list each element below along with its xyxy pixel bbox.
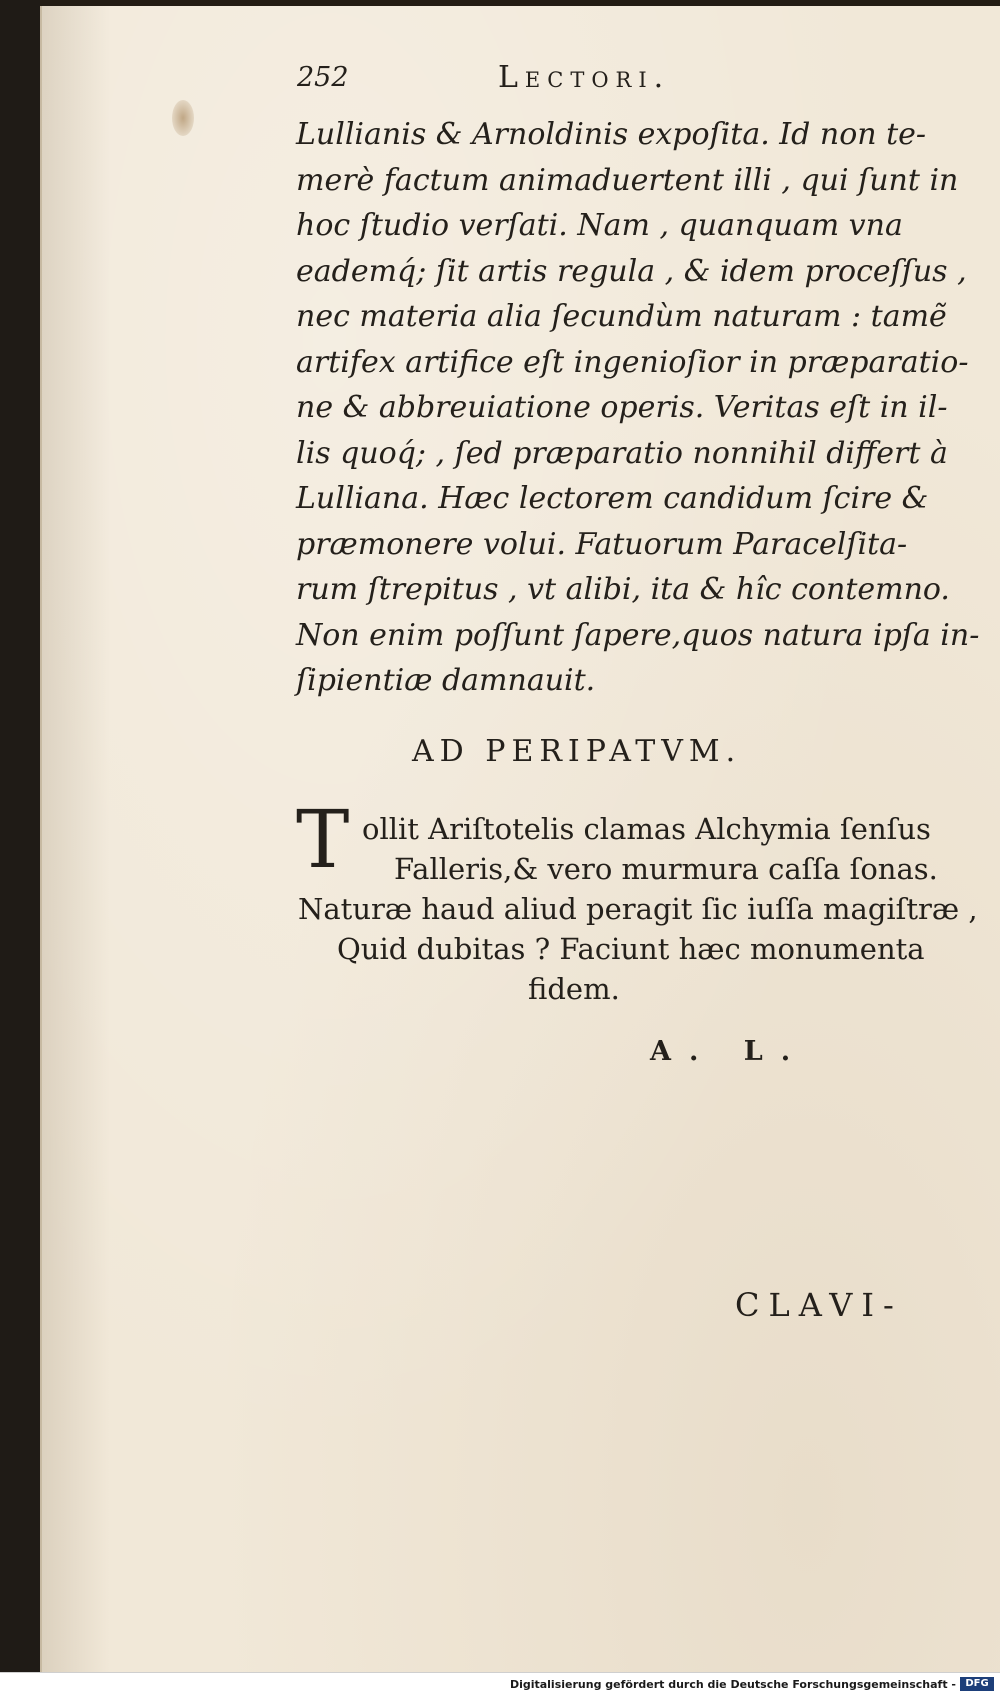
scan-dark-margin: [0, 0, 40, 1672]
verse-line: Falleris,& vero murmura caſſa ſonas.: [394, 852, 938, 886]
verse-line: Naturæ haud aliud peragit ſic iuſſa magiſtræ ,: [298, 892, 978, 926]
verse-line: ollit Ariſtotelis clamas Alchymia ſenſus: [362, 812, 931, 846]
verse-line: fidem.: [528, 972, 620, 1006]
body-text-block: [296, 112, 980, 704]
body-line: ne & abbreuiatione operis. Veritas eſt in il-: [296, 390, 948, 425]
page-gutter-shadow: [40, 6, 110, 1672]
body-line: eademq́; ſit artis regula , & idem proceſſus ,: [296, 253, 967, 289]
body-line: rum ſtrepitus , vt alibi, ita & hîc contemno.: [296, 572, 950, 607]
signature-initials: A. L.: [650, 1036, 809, 1067]
footer-credit: Digitalisierung gefördert durch die Deutsche Forschungsgemeinschaft -: [509, 1678, 956, 1691]
body-line: Lullianis & Arnoldinis expoſita. Id non te-: [296, 117, 927, 152]
catchword: CLAVI-: [735, 1286, 903, 1324]
page-number: 252: [297, 62, 349, 93]
body-line: nec materia alia ſecundùm naturam : tamẽ: [296, 299, 947, 334]
running-head: Lectori.: [498, 60, 671, 95]
body-line: Non enim poſſunt ſapere,quos natura ipſa in-: [296, 617, 980, 653]
section-heading: AD PERIPATVM.: [412, 734, 742, 769]
body-line: merè factum animaduertent illi , qui ſunt in: [296, 162, 959, 198]
body-line: ſipientiæ damnauit.: [296, 663, 596, 698]
body-line: præmonere volui. Fatuorum Paracelſita-: [296, 526, 908, 562]
paper-stain: [172, 100, 194, 136]
dfg-logo: DFG: [960, 1677, 994, 1691]
body-line: artifex artifice eſt ingenioſior in præparatio-: [296, 344, 969, 380]
body-line: lis quoq́; , ſed præparatio nonnihil differt à: [296, 435, 948, 471]
drop-cap: T: [296, 793, 350, 886]
verse-line: Quid dubitas ? Faciunt hæc monumenta: [337, 932, 925, 966]
body-line: Lulliana. Hæc lectorem candidum ſcire &: [296, 481, 929, 516]
body-line: hoc ſtudio verſati. Nam , quanquam vna: [296, 208, 903, 243]
